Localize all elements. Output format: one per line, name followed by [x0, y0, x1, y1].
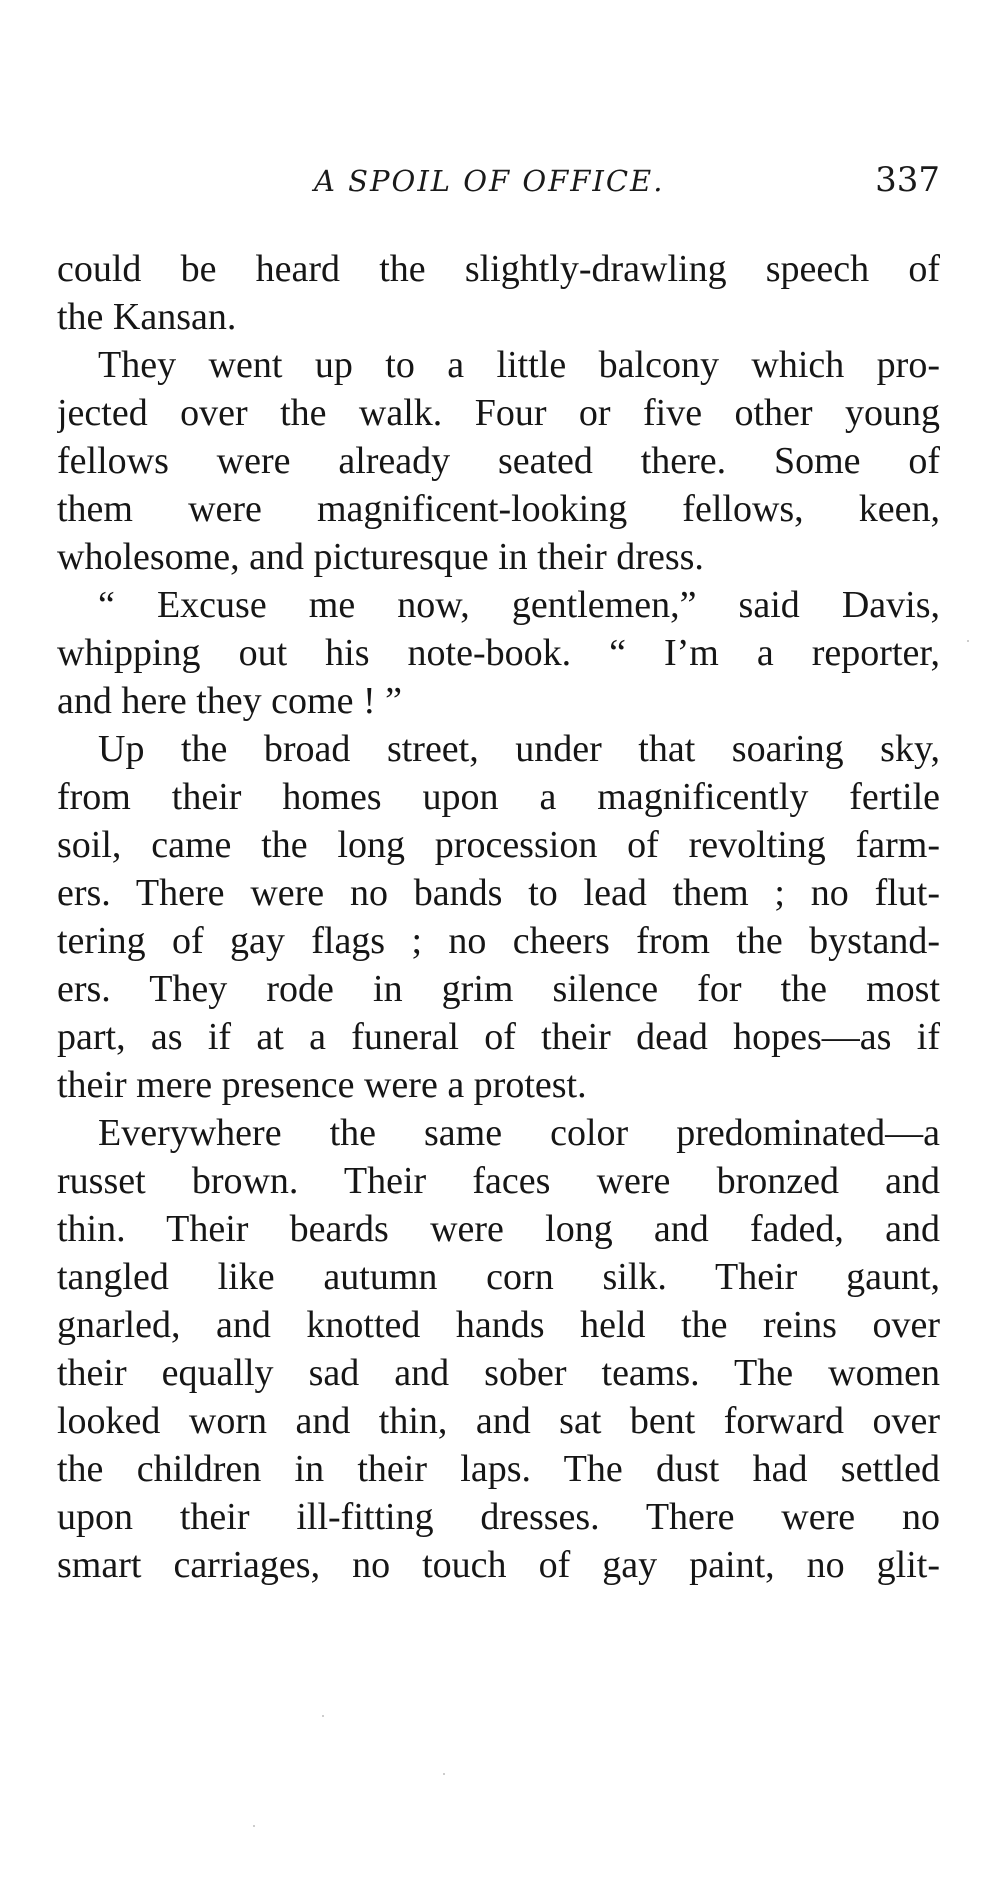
page-number: 337: [875, 160, 940, 200]
text-line: the children in their laps. The dust had settled: [57, 1448, 940, 1490]
text-line: smart carriages, no touch of gay paint, no glit-: [57, 1544, 940, 1586]
text-line: whipping out his note-book. “ I’m a reporter,: [57, 632, 940, 674]
paragraph-3: [57, 581, 940, 725]
text-line: tering of gay flags ; no cheers from the bystand-: [57, 920, 940, 962]
text-line: upon their ill-fitting dresses. There were no: [57, 1496, 940, 1538]
text-line: They went up to a little balcony which pro-: [98, 344, 940, 386]
paragraph-2: [57, 341, 940, 581]
text-line: their mere presence were a protest.: [57, 1064, 587, 1106]
text-line: jected over the walk. Four or five other young: [57, 392, 940, 434]
text-line: ers. There were no bands to lead them ; no flut-: [57, 872, 940, 914]
scan-speck: [967, 640, 969, 642]
text-line: thin. Their beards were long and faded, and: [57, 1208, 940, 1250]
text-line: them were magnificent-looking fellows, keen,: [57, 488, 940, 530]
text-line: russet brown. Their faces were bronzed and: [57, 1160, 940, 1202]
text-line: soil, came the long procession of revolting farm-: [57, 824, 940, 866]
paragraph-5: [57, 1109, 940, 1589]
running-title: A SPOIL OF OFFICE.: [314, 164, 665, 198]
text-line: Up the broad street, under that soaring sky,: [98, 728, 940, 770]
text-line: the Kansan.: [57, 296, 237, 338]
scan-speck: [322, 1715, 324, 1717]
text-line: fellows were already seated there. Some of: [57, 440, 940, 482]
body-text: [57, 245, 940, 1589]
text-line: part, as if at a funeral of their dead hopes—as if: [57, 1016, 940, 1058]
text-line: looked worn and thin, and sat bent forward over: [57, 1400, 940, 1442]
text-line: and here they come ! ”: [57, 680, 402, 722]
text-line: gnarled, and knotted hands held the reins over: [57, 1304, 940, 1346]
paragraph-4: [57, 725, 940, 1109]
scan-speck: [443, 1773, 445, 1775]
text-line: wholesome, and picturesque in their dress.: [57, 536, 704, 578]
scan-speck: [253, 1825, 255, 1827]
text-line: from their homes upon a magnificently fertile: [57, 776, 940, 818]
text-line: Everywhere the same color predominated—a: [98, 1112, 940, 1154]
text-line: “ Excuse me now, gentlemen,” said Davis,: [98, 584, 940, 626]
text-line: ers. They rode in grim silence for the most: [57, 968, 940, 1010]
text-line: could be heard the slightly-drawling speech of: [57, 248, 940, 290]
paragraph-1: [57, 245, 940, 341]
text-line: tangled like autumn corn silk. Their gaunt,: [57, 1256, 940, 1298]
text-line: their equally sad and sober teams. The women: [57, 1352, 940, 1394]
running-head: [57, 158, 940, 208]
